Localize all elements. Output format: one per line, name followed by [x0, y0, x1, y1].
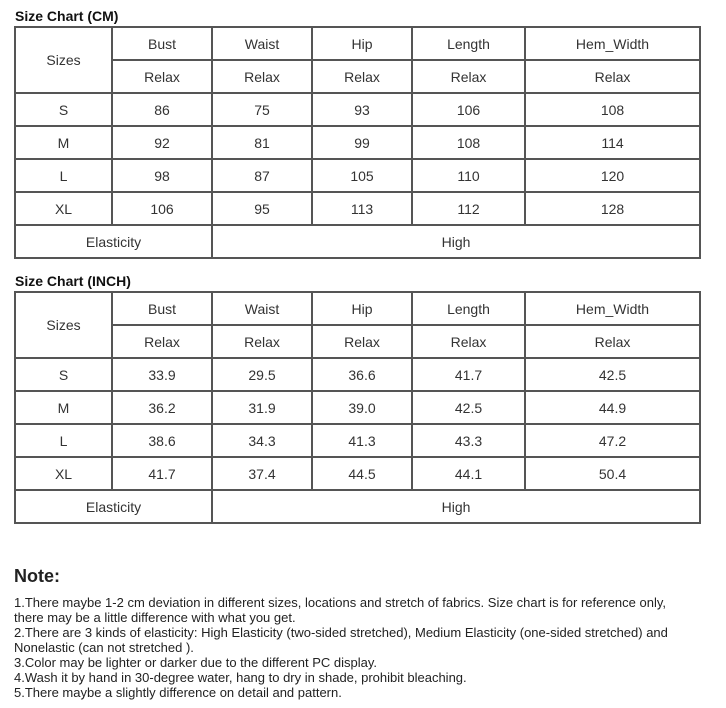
- value-cell: 41.7: [412, 358, 525, 391]
- fit-subheader: Relax: [112, 325, 212, 358]
- value-cell: 44.5: [312, 457, 412, 490]
- fit-subheader: Relax: [112, 60, 212, 93]
- size-chart-cm-title: Size Chart (CM): [15, 8, 119, 24]
- value-cell: 87: [212, 159, 312, 192]
- value-cell: 29.5: [212, 358, 312, 391]
- value-cell: 112: [412, 192, 525, 225]
- table-row: [15, 159, 700, 192]
- table-subheader-row: [15, 60, 700, 93]
- table-row: [15, 391, 700, 424]
- value-cell: 36.6: [312, 358, 412, 391]
- note-line: Nonelastic (can not stretched ).: [14, 640, 194, 655]
- value-cell: 95: [212, 192, 312, 225]
- column-header: Length: [412, 27, 525, 60]
- value-cell: 98: [112, 159, 212, 192]
- fit-subheader: Relax: [212, 60, 312, 93]
- size-cell: M: [15, 126, 112, 159]
- column-header: Waist: [212, 292, 312, 325]
- value-cell: 81: [212, 126, 312, 159]
- fit-subheader: Relax: [525, 60, 700, 93]
- note-title: Note:: [14, 566, 60, 586]
- elasticity-value: High: [212, 225, 700, 258]
- value-cell: 41.3: [312, 424, 412, 457]
- size-cell: S: [15, 93, 112, 126]
- value-cell: 34.3: [212, 424, 312, 457]
- note-list: [14, 595, 709, 700]
- value-cell: 99: [312, 126, 412, 159]
- value-cell: 42.5: [525, 358, 700, 391]
- fit-subheader: Relax: [212, 325, 312, 358]
- value-cell: 114: [525, 126, 700, 159]
- column-header: Waist: [212, 27, 312, 60]
- column-header: Hip: [312, 27, 412, 60]
- column-header: Hem_Width: [525, 292, 700, 325]
- size-cell: L: [15, 424, 112, 457]
- value-cell: 39.0: [312, 391, 412, 424]
- value-cell: 42.5: [412, 391, 525, 424]
- note-line: 1.There maybe 1-2 cm deviation in different sizes, locations and stretch of fabrics. Size chart is for reference only,: [14, 595, 666, 610]
- table-row: [15, 358, 700, 391]
- value-cell: 93: [312, 93, 412, 126]
- value-cell: 36.2: [112, 391, 212, 424]
- sizes-header: Sizes: [15, 27, 112, 93]
- value-cell: 108: [525, 93, 700, 126]
- elasticity-row: [15, 490, 700, 523]
- value-cell: 128: [525, 192, 700, 225]
- column-header: Hip: [312, 292, 412, 325]
- value-cell: 120: [525, 159, 700, 192]
- size-cell: XL: [15, 192, 112, 225]
- sizes-header: Sizes: [15, 292, 112, 358]
- value-cell: 37.4: [212, 457, 312, 490]
- note-line: there may be a little difference with what you get.: [14, 610, 296, 625]
- column-header: Bust: [112, 27, 212, 60]
- table-row: [15, 126, 700, 159]
- column-header: Length: [412, 292, 525, 325]
- value-cell: 110: [412, 159, 525, 192]
- fit-subheader: Relax: [525, 325, 700, 358]
- fit-subheader: Relax: [312, 325, 412, 358]
- table-header-row: [15, 292, 700, 325]
- value-cell: 92: [112, 126, 212, 159]
- fit-subheader: Relax: [412, 325, 525, 358]
- elasticity-value: High: [212, 490, 700, 523]
- value-cell: 44.1: [412, 457, 525, 490]
- size-chart-cm-table: [14, 26, 701, 259]
- value-cell: 105: [312, 159, 412, 192]
- table-row: [15, 424, 700, 457]
- column-header: Bust: [112, 292, 212, 325]
- column-header: Hem_Width: [525, 27, 700, 60]
- value-cell: 47.2: [525, 424, 700, 457]
- note-line: 3.Color may be lighter or darker due to the different PC display.: [14, 655, 377, 670]
- note-line: 4.Wash it by hand in 30-degree water, hang to dry in shade, prohibit bleaching.: [14, 670, 467, 685]
- value-cell: 41.7: [112, 457, 212, 490]
- table-row: [15, 192, 700, 225]
- size-chart-inch-table: [14, 291, 701, 524]
- table-subheader-row: [15, 325, 700, 358]
- table-header-row: [15, 27, 700, 60]
- value-cell: 106: [412, 93, 525, 126]
- value-cell: 113: [312, 192, 412, 225]
- fit-subheader: Relax: [312, 60, 412, 93]
- value-cell: 108: [412, 126, 525, 159]
- table-row: [15, 457, 700, 490]
- value-cell: 86: [112, 93, 212, 126]
- size-cell: XL: [15, 457, 112, 490]
- value-cell: 75: [212, 93, 312, 126]
- value-cell: 50.4: [525, 457, 700, 490]
- elasticity-label: Elasticity: [15, 225, 212, 258]
- value-cell: 38.6: [112, 424, 212, 457]
- value-cell: 44.9: [525, 391, 700, 424]
- value-cell: 43.3: [412, 424, 525, 457]
- elasticity-label: Elasticity: [15, 490, 212, 523]
- note-line: 2.There are 3 kinds of elasticity: High Elasticity (two-sided stretched), Medium Elasticity (one-sided stretched) and: [14, 625, 668, 640]
- elasticity-row: [15, 225, 700, 258]
- note-line: 5.There maybe a slightly difference on detail and pattern.: [14, 685, 342, 700]
- value-cell: 31.9: [212, 391, 312, 424]
- size-cell: M: [15, 391, 112, 424]
- fit-subheader: Relax: [412, 60, 525, 93]
- value-cell: 33.9: [112, 358, 212, 391]
- size-cell: S: [15, 358, 112, 391]
- size-cell: L: [15, 159, 112, 192]
- table-row: [15, 93, 700, 126]
- value-cell: 106: [112, 192, 212, 225]
- size-chart-inch-title: Size Chart (INCH): [15, 273, 131, 289]
